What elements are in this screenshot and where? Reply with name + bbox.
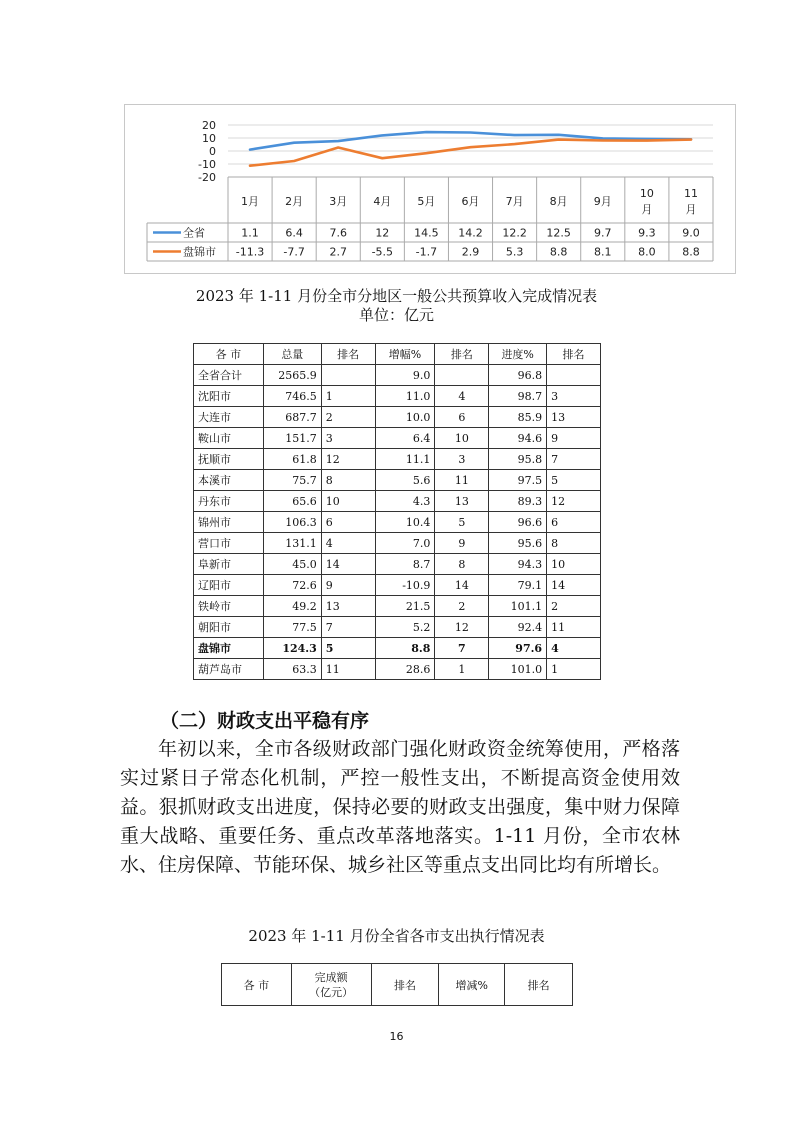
table-cell: 丹东市 [194, 491, 264, 512]
data-label: 6.4 [285, 226, 303, 240]
table-cell: 5.6 [375, 470, 435, 491]
x-tick-label: 11 [683, 187, 698, 200]
x-tick-label: 7月 [505, 195, 524, 208]
table-cell: 151.7 [263, 428, 321, 449]
table-cell: 746.5 [263, 386, 321, 407]
header-growth: 增幅% [375, 344, 435, 365]
expense-header-amount-line1: 完成额 [314, 970, 348, 984]
table-cell: 锦州市 [194, 512, 264, 533]
x-tick-label: 5月 [417, 195, 436, 208]
table-cell: 8 [435, 554, 489, 575]
table-cell: 8.7 [375, 554, 435, 575]
data-label: 14.5 [414, 226, 439, 240]
table-cell: 鞍山市 [194, 428, 264, 449]
data-label: 12 [375, 226, 390, 240]
x-tick-label: 9月 [593, 195, 612, 208]
table-row [194, 596, 601, 617]
table-cell: 101.1 [489, 596, 547, 617]
data-label: -5.5 [371, 245, 394, 259]
table-row [194, 512, 601, 533]
x-tick-label: 4月 [373, 195, 392, 208]
table-cell: 63.3 [263, 659, 321, 680]
table-cell: 96.8 [489, 365, 547, 386]
data-label: 8.1 [594, 245, 612, 259]
table-cell: 12 [435, 617, 489, 638]
table-cell: 14 [321, 554, 375, 575]
table-cell: 5 [321, 638, 375, 659]
table-cell: 9 [547, 428, 601, 449]
y-tick-label: 20 [202, 119, 216, 132]
income-table-title: 2023 年 1-11 月份全市分地区一般公共预算收入完成情况表 [195, 287, 598, 305]
data-label: 12.5 [546, 226, 571, 240]
data-label: 9.7 [594, 226, 612, 240]
table-cell: 7.0 [375, 533, 435, 554]
table-cell: 94.3 [489, 554, 547, 575]
table-cell: 14 [547, 575, 601, 596]
header-progress-rank: 排名 [547, 344, 601, 365]
table-cell: 1 [321, 386, 375, 407]
data-label: 1.1 [241, 226, 259, 240]
table-cell: 10.4 [375, 512, 435, 533]
table-cell: 89.3 [489, 491, 547, 512]
x-tick-label: 月 [641, 203, 653, 216]
table-cell: 11.1 [375, 449, 435, 470]
table-cell: 13 [547, 407, 601, 428]
table-cell: 阜新市 [194, 554, 264, 575]
table-cell: 11 [321, 659, 375, 680]
header-growth-rank: 排名 [435, 344, 489, 365]
y-tick-label: -10 [198, 158, 216, 171]
line-chart [125, 105, 735, 273]
table-row [194, 533, 601, 554]
table-row [194, 491, 601, 512]
data-label: 14.2 [458, 226, 483, 240]
header-total-rank: 排名 [321, 344, 375, 365]
table-cell: 12 [547, 491, 601, 512]
table-cell [435, 365, 489, 386]
expense-header-rank: 排名 [371, 964, 439, 1006]
expense-header-amount-line2: （亿元） [309, 985, 354, 999]
data-label: -7.7 [283, 245, 305, 259]
data-label: -1.7 [415, 245, 438, 259]
table-cell: 124.3 [263, 638, 321, 659]
data-label: -11.3 [235, 245, 265, 259]
expense-header-amount [291, 964, 371, 1006]
table-cell: 21.5 [375, 596, 435, 617]
section-paragraph: 年初以来，全市各级财政部门强化财政资金统筹使用，严格落实过紧日子常态化机制，严控一般性支出，不断提高资金使用效益。狠抓财政支出进度，保持必要的财政支出强度，集中财力保障重大战略、重要任务、重点改革落地落实。1-11 月份，全市农林水、住房保障、节能环保、城乡社区等重点支出同比均有所增长。 [120, 738, 680, 876]
data-label: 8.8 [549, 245, 568, 259]
table-cell: 79.1 [489, 575, 547, 596]
table-cell: 97.6 [489, 638, 547, 659]
x-tick-label: 6月 [461, 195, 480, 208]
table-cell: 85.9 [489, 407, 547, 428]
table-cell: 4 [547, 638, 601, 659]
table-cell: 65.6 [263, 491, 321, 512]
data-label: 12.2 [502, 226, 527, 240]
table-cell: 97.5 [489, 470, 547, 491]
data-label: 5.3 [505, 245, 524, 259]
section-heading: （二）财政支出平稳有序 [160, 710, 370, 732]
table-cell: 1 [547, 659, 601, 680]
table-cell: 沈阳市 [194, 386, 264, 407]
data-label: 8.8 [682, 245, 700, 259]
table-cell: 101.0 [489, 659, 547, 680]
table-row [194, 659, 601, 680]
table-cell [321, 365, 375, 386]
income-table-header-row [194, 344, 601, 365]
table-cell: 6.4 [375, 428, 435, 449]
x-tick-label: 8月 [549, 195, 568, 208]
table-cell: 7 [435, 638, 489, 659]
expense-header-change-rank: 排名 [505, 964, 573, 1006]
table-cell: 朝阳市 [194, 617, 264, 638]
data-label: 7.6 [329, 226, 347, 240]
expense-table-title: 2023 年 1-11 月份全省各市支出执行情况表 [248, 927, 545, 945]
table-cell: 全省合计 [194, 365, 264, 386]
legend-label-0: 全省 [183, 226, 205, 240]
table-cell: 8.8 [375, 638, 435, 659]
table-cell: 4 [435, 386, 489, 407]
table-cell: 5.2 [375, 617, 435, 638]
table-cell: -10.9 [375, 575, 435, 596]
table-cell: 大连市 [194, 407, 264, 428]
table-cell: 95.6 [489, 533, 547, 554]
table-cell: 49.2 [263, 596, 321, 617]
table-cell: 9 [435, 533, 489, 554]
table-cell: 92.4 [489, 617, 547, 638]
table-cell: 3 [435, 449, 489, 470]
table-cell: 10 [321, 491, 375, 512]
table-cell: 营口市 [194, 533, 264, 554]
table-cell: 14 [435, 575, 489, 596]
table-cell: 9.0 [375, 365, 435, 386]
table-row [194, 428, 601, 449]
table-cell: 11 [547, 617, 601, 638]
table-cell: 10.0 [375, 407, 435, 428]
table-row [194, 575, 601, 596]
table-cell: 45.0 [263, 554, 321, 575]
legend-label-1: 盘锦市 [183, 245, 216, 259]
table-cell: 95.8 [489, 449, 547, 470]
table-cell: 2 [547, 596, 601, 617]
x-tick-label: 2月 [285, 195, 304, 208]
table-cell: 72.6 [263, 575, 321, 596]
table-row [194, 386, 601, 407]
table-cell: 11.0 [375, 386, 435, 407]
chart-container [124, 104, 736, 274]
income-table [193, 343, 601, 680]
table-cell: 辽阳市 [194, 575, 264, 596]
table-cell: 5 [547, 470, 601, 491]
table-cell: 10 [547, 554, 601, 575]
table-row [194, 638, 601, 659]
table-row [194, 365, 601, 386]
table-cell: 11 [435, 470, 489, 491]
table-row [194, 470, 601, 491]
table-cell: 4 [321, 533, 375, 554]
table-cell: 7 [547, 449, 601, 470]
table-cell: 5 [435, 512, 489, 533]
expense-header-change: 增减% [439, 964, 505, 1006]
table-row [194, 617, 601, 638]
table-row [194, 407, 601, 428]
table-cell: 106.3 [263, 512, 321, 533]
table-row [194, 449, 601, 470]
x-tick-label: 月 [685, 203, 697, 216]
expense-table [221, 963, 573, 1006]
header-progress: 进度% [489, 344, 547, 365]
income-table-unit: 单位：亿元 [358, 306, 434, 324]
data-label: 8.0 [638, 245, 656, 259]
table-cell: 2 [321, 407, 375, 428]
table-cell: 葫芦岛市 [194, 659, 264, 680]
data-label: 2.9 [461, 245, 480, 259]
page-number: 16 [389, 1030, 404, 1043]
table-cell: 131.1 [263, 533, 321, 554]
data-label: 9.0 [682, 226, 700, 240]
table-cell: 13 [321, 596, 375, 617]
table-cell: 铁岭市 [194, 596, 264, 617]
table-cell: 75.7 [263, 470, 321, 491]
y-tick-label: 10 [202, 132, 216, 145]
table-cell: 3 [547, 386, 601, 407]
y-tick-label: -20 [198, 171, 216, 184]
table-cell: 77.5 [263, 617, 321, 638]
x-tick-label: 1月 [241, 195, 260, 208]
table-cell: 9 [321, 575, 375, 596]
x-tick-label: 3月 [329, 195, 348, 208]
table-cell: 3 [321, 428, 375, 449]
expense-table-header-row [222, 964, 573, 1006]
table-cell: 6 [547, 512, 601, 533]
table-cell: 96.6 [489, 512, 547, 533]
table-cell: 94.6 [489, 428, 547, 449]
table-cell: 盘锦市 [194, 638, 264, 659]
y-tick-label: 0 [209, 145, 216, 158]
header-region: 各 市 [194, 344, 264, 365]
header-total: 总量 [263, 344, 321, 365]
table-cell: 8 [321, 470, 375, 491]
table-cell: 1 [435, 659, 489, 680]
expense-header-region: 各 市 [222, 964, 292, 1006]
table-cell: 98.7 [489, 386, 547, 407]
data-label: 2.7 [329, 245, 347, 259]
table-cell: 本溪市 [194, 470, 264, 491]
table-cell: 2 [435, 596, 489, 617]
table-cell: 28.6 [375, 659, 435, 680]
table-cell: 6 [435, 407, 489, 428]
table-cell: 12 [321, 449, 375, 470]
table-cell: 61.8 [263, 449, 321, 470]
table-cell: 7 [321, 617, 375, 638]
table-cell: 687.7 [263, 407, 321, 428]
table-cell: 6 [321, 512, 375, 533]
table-cell: 抚顺市 [194, 449, 264, 470]
table-row [194, 554, 601, 575]
x-tick-label: 10 [639, 187, 654, 200]
table-cell: 8 [547, 533, 601, 554]
data-label: 9.3 [638, 226, 656, 240]
table-cell: 2565.9 [263, 365, 321, 386]
table-cell [547, 365, 601, 386]
table-cell: 4.3 [375, 491, 435, 512]
table-cell: 13 [435, 491, 489, 512]
series-line-1 [250, 140, 691, 166]
table-cell: 10 [435, 428, 489, 449]
